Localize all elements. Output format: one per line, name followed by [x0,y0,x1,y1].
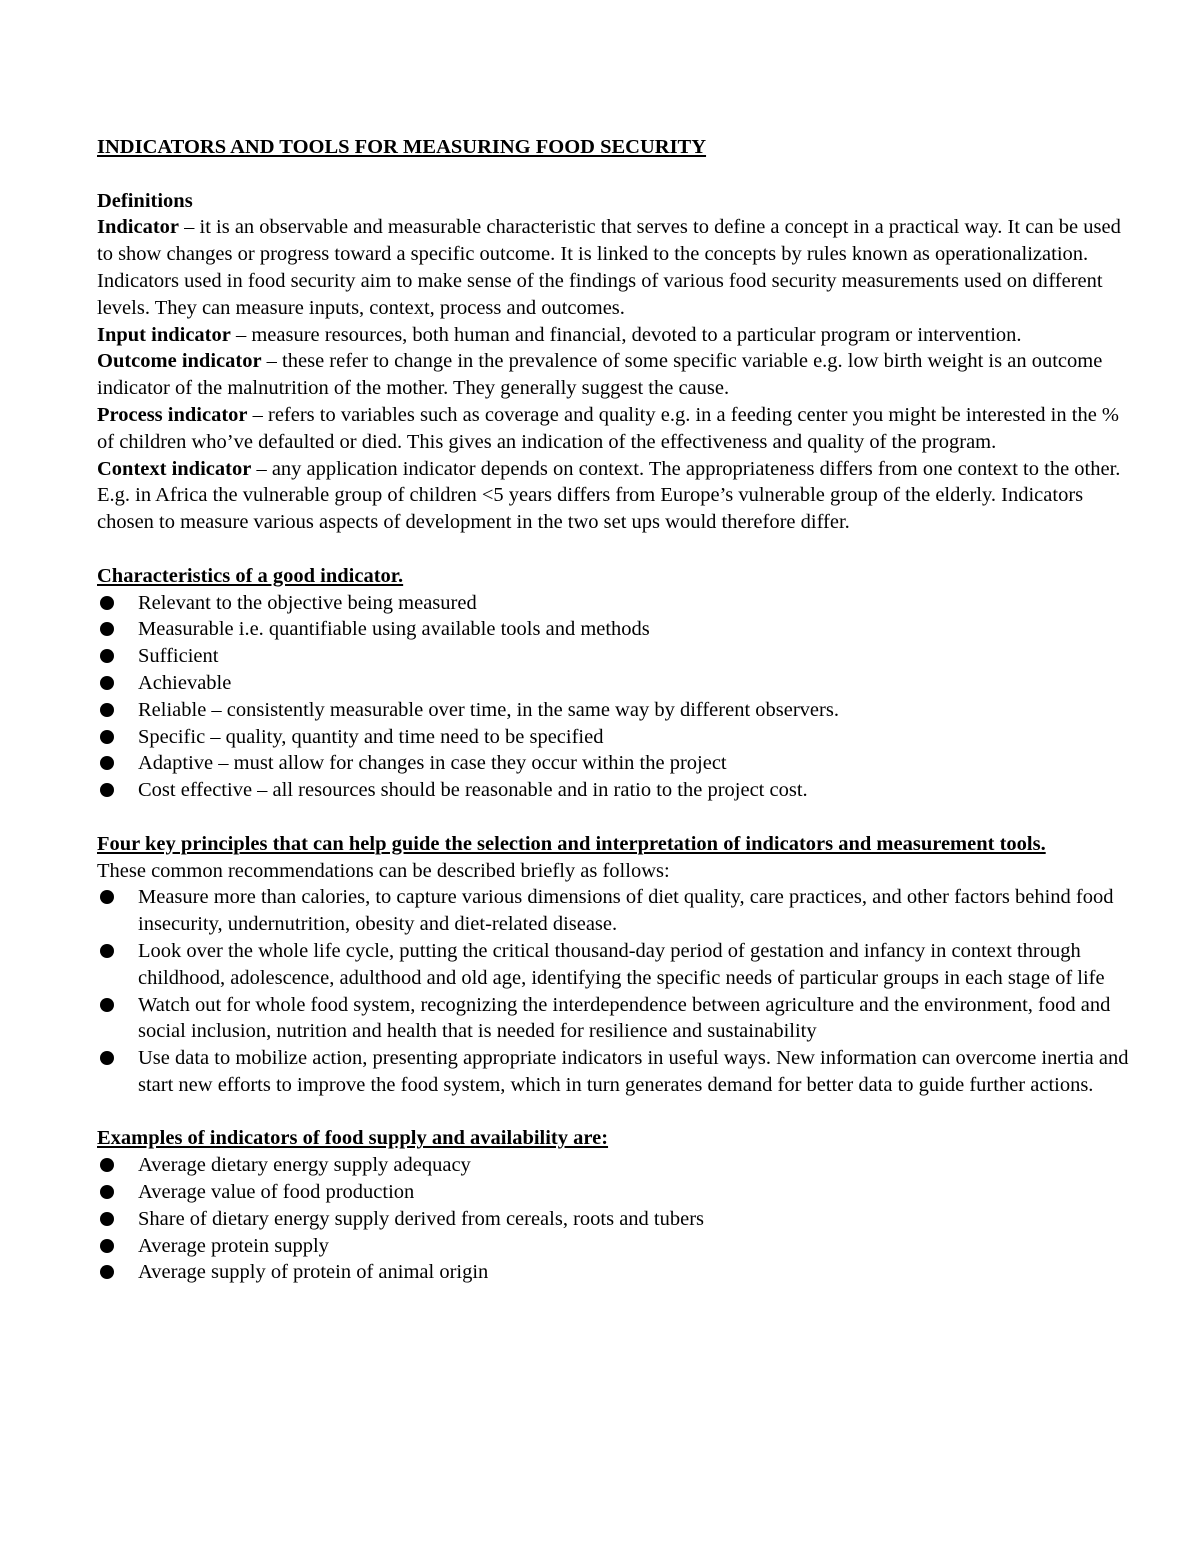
bullet-icon [100,730,114,744]
definition-outcome-indicator [97,348,1137,402]
definition-process-indicator [97,402,1137,456]
definition-term: Context indicator [97,457,252,480]
list-item-text: Sufficient [138,645,219,668]
bullet-icon [100,622,114,636]
spacer [97,1099,1137,1126]
list-item-text: Average dietary energy supply adequacy [138,1154,471,1177]
list-item-text: Average protein supply [138,1234,329,1257]
definition-term: Input indicator [97,323,231,346]
list-item [97,1152,1137,1179]
list-item-text: Average supply of protein of animal origin [138,1261,489,1284]
list-item [97,643,1137,670]
definition-input-indicator [97,322,1137,349]
list-item [97,590,1137,617]
bullet-icon [100,783,114,797]
list-item [97,1179,1137,1206]
list-item [97,884,1137,938]
list-item [97,1206,1137,1233]
bullet-icon [100,1185,114,1199]
spacer [97,161,1137,188]
list-item [97,1259,1137,1286]
definition-text: – these refer to change in the prevalence of some specific variable e.g. low birth weight is an outcome indicator of the malnutrition of the mother. They generally suggest the cause. [97,350,1103,400]
list-item [97,616,1137,643]
bullet-icon [100,703,114,717]
bullet-icon [100,676,114,690]
definition-context-indicator [97,456,1137,536]
bullet-icon [100,1051,114,1065]
document-title: INDICATORS AND TOOLS FOR MEASURING FOOD SECURITY [97,136,707,158]
list-item-text: Adaptive – must allow for changes in case they occur within the project [138,752,727,775]
definition-term: Indicator [97,216,179,239]
principles-list [97,884,1137,1098]
bullet-icon [100,1239,114,1253]
definition-text: – it is an observable and measurable characteristic that serves to define a concept in a practical way. It can be used to show changes or progress toward a specific outcome. It is linked to the concepts by rules known as operationalization. Indicators used in food security aim to make sense of the findings of various food security measurements used on different levels. They can measure inputs, context, process and outcomes. [97,216,1121,319]
characteristics-list [97,590,1137,804]
list-item [97,750,1137,777]
bullet-icon [100,1265,114,1279]
bullet-icon [100,1158,114,1172]
principles-heading: Four key principles that can help guide the selection and interpretation of indicators and measurement tools. [97,832,1046,855]
principles-intro: These common recommendations can be described briefly as follows: [97,859,670,882]
spacer [97,804,1137,831]
examples-heading: Examples of indicators of food supply and availability are: [97,1127,609,1150]
document-page [97,134,1137,1286]
list-item [97,670,1137,697]
list-item-text: Reliable – consistently measurable over time, in the same way by different observers. [138,698,839,721]
bullet-icon [100,890,114,904]
bullet-icon [100,756,114,770]
list-item [97,1233,1137,1260]
list-item-text: Average value of food production [138,1181,415,1204]
definition-text: – refers to variables such as coverage and quality e.g. in a feeding center you might be interested in the % of children who’ve defaulted or died. This gives an indication of the effectiveness and quality of the program. [97,403,1120,453]
list-item [97,724,1137,751]
list-item [97,697,1137,724]
bullet-icon [100,998,114,1012]
list-item-text: Achievable [138,671,232,694]
list-item-text: Measure more than calories, to capture various dimensions of diet quality, care practices, and other factors behind food insecurity, undernutrition, obesity and diet-related disease. [138,886,1114,936]
definition-text: – any application indicator depends on context. The appropriateness differs from one context to the other. E.g. in Africa the vulnerable group of children <5 years differs from Europe’s vulnerable group of the elderly. Indicators chosen to measure various aspects of development in the two set ups would therefore differ. [97,457,1121,534]
list-item [97,777,1137,804]
definition-term: Outcome indicator [97,350,262,373]
list-item-text: Specific – quality, quantity and time need to be specified [138,725,604,748]
list-item [97,992,1137,1046]
list-item-text: Relevant to the objective being measured [138,591,477,614]
spacer [97,536,1137,563]
list-item-text: Watch out for whole food system, recognizing the interdependence between agriculture and the environment, food and social inclusion, nutrition and health that is needed for resilience and sustainability [138,993,1111,1043]
bullet-icon [100,944,114,958]
definitions-heading: Definitions [97,189,193,212]
list-item [97,938,1137,992]
definition-term: Process indicator [97,403,248,426]
list-item-text: Look over the whole life cycle, putting the critical thousand-day period of gestation and infancy in context through childhood, adolescence, adulthood and old age, identifying the specific needs of particular groups in each stage of life [138,939,1105,989]
bullet-icon [100,649,114,663]
bullet-icon [100,596,114,610]
list-item-text: Cost effective – all resources should be reasonable and in ratio to the project cost. [138,779,808,802]
examples-list [97,1152,1137,1286]
list-item [97,1045,1137,1099]
bullet-icon [100,1212,114,1226]
list-item-text: Share of dietary energy supply derived from cereals, roots and tubers [138,1207,705,1230]
definition-indicator [97,214,1137,321]
list-item-text: Use data to mobilize action, presenting appropriate indicators in useful ways. New information can overcome inertia and start new efforts to improve the food system, which in turn generates demand for better data to guide further actions. [138,1047,1129,1096]
definition-text: – measure resources, both human and financial, devoted to a particular program or intervention. [230,323,1022,346]
characteristics-heading: Characteristics of a good indicator. [97,564,404,587]
list-item-text: Measurable i.e. quantifiable using available tools and methods [138,618,650,641]
